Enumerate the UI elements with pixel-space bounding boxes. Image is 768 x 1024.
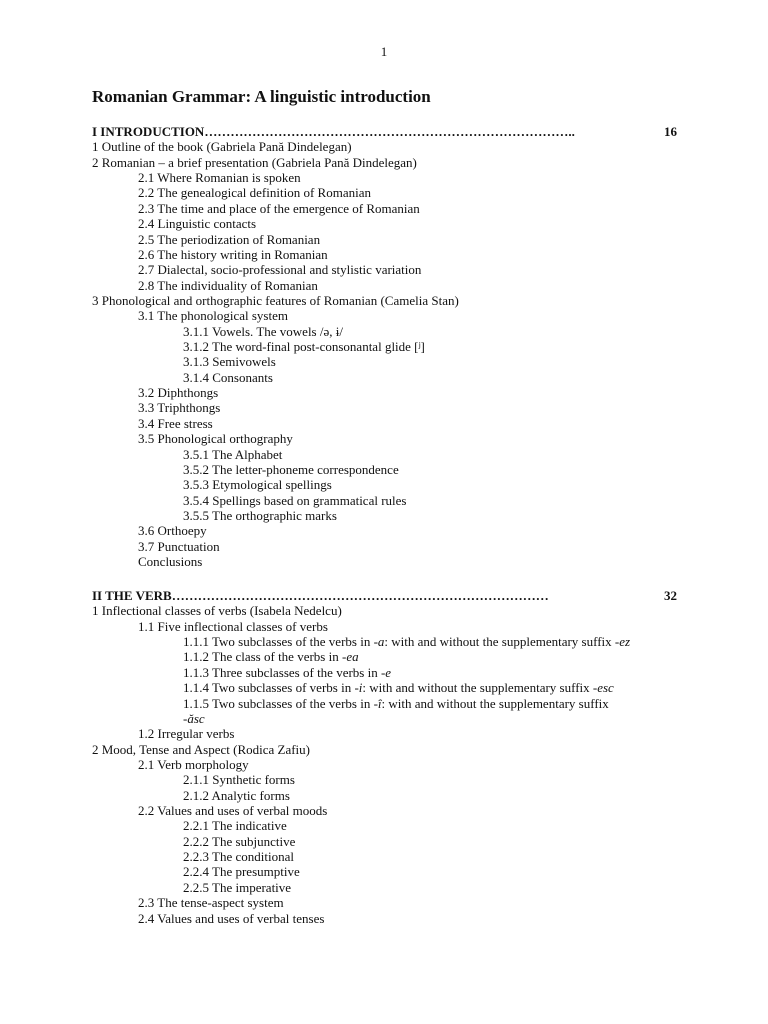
toc-entry[interactable] <box>92 185 677 200</box>
entry-continuation <box>183 711 677 726</box>
toc-entry[interactable] <box>92 493 677 508</box>
toc-entry[interactable] <box>92 864 677 879</box>
entry-text: 2.4 Values and uses of verbal tenses <box>138 910 325 926</box>
toc-entry[interactable] <box>92 680 677 695</box>
entry-text: Conclusions <box>138 554 203 570</box>
toc-entry[interactable] <box>92 308 677 323</box>
chapter-heading[interactable] <box>92 124 677 139</box>
toc-entry[interactable] <box>92 634 677 649</box>
entry-text: 2 Mood, Tense and Aspect (Rodica Zafiu) <box>92 741 310 757</box>
toc-entry[interactable] <box>92 554 677 569</box>
entry-text: 2.8 The individuality of Romanian <box>138 277 318 293</box>
entry-text: 3.1.3 Semivowels <box>183 354 276 370</box>
toc-entry-list <box>92 603 677 926</box>
entry-text: 3.6 Orthoepy <box>138 523 207 539</box>
toc-entry[interactable] <box>92 278 677 293</box>
toc-entry[interactable] <box>92 354 677 369</box>
entry-text: 3.2 Diphthongs <box>138 385 219 401</box>
entry-text: 1.1.2 The class of the verbs in <box>183 649 342 665</box>
toc-entry[interactable] <box>92 293 677 308</box>
entry-text: 3.4 Free stress <box>138 415 213 431</box>
toc-entry[interactable] <box>92 649 677 664</box>
entry-text: 2.3 The time and place of the emergence of Romanian <box>138 200 420 216</box>
suffix-italic: -ea <box>341 649 359 665</box>
toc-entry[interactable] <box>92 339 677 354</box>
suffix-italic: -esc <box>592 680 614 696</box>
toc-entry[interactable] <box>92 155 677 170</box>
entry-text: : with and without the supplementary suffix <box>362 680 593 696</box>
chapter-title: II THE VERB <box>92 588 172 603</box>
toc-entry[interactable] <box>92 201 677 216</box>
toc-entry[interactable] <box>92 508 677 523</box>
entry-text: 3.1 The phonological system <box>138 308 288 324</box>
entry-text: 2.1 Verb morphology <box>138 756 249 772</box>
chapter-page-number: 32 <box>664 588 677 603</box>
toc-entry[interactable] <box>92 462 677 477</box>
entry-text: 2.2 Values and uses of verbal moods <box>138 803 328 819</box>
entry-text: 2.2.3 The conditional <box>183 849 294 865</box>
toc-entry[interactable] <box>92 216 677 231</box>
entry-text: 2 Romanian – a brief presentation (Gabriela Pană Dindelegan) <box>92 154 417 170</box>
entry-text: 2.2.5 The imperative <box>183 879 292 895</box>
document-title: Romanian Grammar: A linguistic introduction <box>92 87 431 106</box>
entry-text: 1 Inflectional classes of verbs (Isabela Nedelcu) <box>92 603 342 619</box>
toc-entry[interactable] <box>92 834 677 849</box>
toc-entry[interactable] <box>92 665 677 680</box>
entry-text: 1.1 Five inflectional classes of verbs <box>138 618 328 634</box>
chapter-heading[interactable] <box>92 588 677 603</box>
toc-entry[interactable] <box>92 895 677 910</box>
entry-text: 2.2.4 The presumptive <box>183 864 300 880</box>
toc-chapter-verb <box>92 588 677 926</box>
toc-entry[interactable] <box>92 447 677 462</box>
entry-text: 2.1 Where Romanian is spoken <box>138 170 301 186</box>
toc-entry[interactable] <box>92 416 677 431</box>
suffix-italic: -î <box>373 695 382 711</box>
entry-text: 2.1.1 Synthetic forms <box>183 772 295 788</box>
suffix-italic: -a <box>373 634 385 650</box>
toc-chapter-introduction <box>92 124 677 569</box>
toc-entry[interactable] <box>92 431 677 446</box>
chapter-title: I INTRODUCTION <box>92 124 205 139</box>
dot-leader: …………………………………………………………………………… <box>171 588 549 603</box>
toc-entry[interactable] <box>92 139 677 154</box>
entry-text: 3.1.1 Vowels. The vowels /ə, ɨ/ <box>183 323 343 339</box>
toc-entry[interactable] <box>92 803 677 818</box>
entry-text: 3.3 Triphthongs <box>138 400 221 416</box>
entry-text: : with and without the supplementary suffix <box>381 695 609 711</box>
entry-text: 3.5.4 Spellings based on grammatical rules <box>183 492 407 508</box>
entry-text: 3.5 Phonological orthography <box>138 431 293 447</box>
entry-text: 1.1.3 Three subclasses of the verbs in <box>183 664 381 680</box>
chapter-page-number: 16 <box>664 124 677 139</box>
toc-entry[interactable] <box>92 726 677 741</box>
entry-text: 2.2.2 The subjunctive <box>183 833 296 849</box>
toc-entry[interactable] <box>92 818 677 833</box>
toc-entry[interactable] <box>92 477 677 492</box>
dot-leader: ………………………………………………………………………….. <box>204 124 575 139</box>
entry-text: 2.2.1 The indicative <box>183 818 287 834</box>
entry-text: 3.5.3 Etymological spellings <box>183 477 332 493</box>
toc-entry[interactable] <box>92 603 677 618</box>
entry-text: 3 Phonological and orthographic features of Romanian (Camelia Stan) <box>92 292 459 308</box>
suffix-italic: -i <box>354 680 363 696</box>
toc-entry[interactable] <box>92 370 677 385</box>
entry-text: 1 Outline of the book (Gabriela Pană Dindelegan) <box>92 139 352 155</box>
entry-text: : with and without the supplementary suffix <box>384 634 615 650</box>
entry-text: 2.2 The genealogical definition of Romanian <box>138 185 371 201</box>
toc-entry[interactable] <box>92 232 677 247</box>
toc-entry[interactable] <box>92 262 677 277</box>
toc-entry[interactable] <box>92 696 677 727</box>
toc-entry[interactable] <box>92 772 677 787</box>
entry-text: 1.1.1 Two subclasses of the verbs in <box>183 634 374 650</box>
entry-text: 3.5.2 The letter-phoneme correspondence <box>183 461 399 477</box>
entry-text: 2.1.2 Analytic forms <box>183 787 290 803</box>
entry-text: 3.7 Punctuation <box>138 538 220 554</box>
suffix-italic: -ez <box>614 634 631 650</box>
entry-text: 2.4 Linguistic contacts <box>138 216 257 232</box>
page-number: 1 <box>380 44 388 59</box>
toc-entry[interactable] <box>92 385 677 400</box>
toc-entry[interactable] <box>92 247 677 262</box>
suffix-italic: -ăsc <box>183 710 205 726</box>
entry-text: 1.2 Irregular verbs <box>138 726 235 742</box>
entry-text: 3.5.1 The Alphabet <box>183 446 283 462</box>
toc-entry[interactable] <box>92 170 677 185</box>
entry-text: 2.6 The history writing in Romanian <box>138 246 328 262</box>
toc-entry[interactable] <box>92 849 677 864</box>
toc-entry[interactable] <box>92 539 677 554</box>
entry-text: 3.5.5 The orthographic marks <box>183 507 337 523</box>
toc-entry[interactable] <box>92 742 677 757</box>
entry-text: 3.1.4 Consonants <box>183 369 273 385</box>
toc-entry[interactable] <box>92 523 677 538</box>
entry-text: 2.7 Dialectal, socio-professional and stylistic variation <box>138 262 422 278</box>
toc-entry[interactable] <box>92 788 677 803</box>
toc-entry[interactable] <box>92 880 677 895</box>
entry-text: 3.1.2 The word-final post-consonantal glide [ʲ] <box>183 339 425 355</box>
toc-entry[interactable] <box>92 619 677 634</box>
toc-entry-list <box>92 139 677 569</box>
toc-entry[interactable] <box>92 400 677 415</box>
entry-text: 1.1.5 Two subclasses of the verbs in <box>183 695 374 711</box>
suffix-italic: -e <box>380 664 392 680</box>
entry-text: 2.5 The periodization of Romanian <box>138 231 321 247</box>
toc-entry[interactable] <box>92 911 677 926</box>
toc-entry[interactable] <box>92 757 677 772</box>
entry-text: 2.3 The tense-aspect system <box>138 895 284 911</box>
toc-entry[interactable] <box>92 324 677 339</box>
entry-text: 1.1.4 Two subclasses of verbs in <box>183 680 355 696</box>
